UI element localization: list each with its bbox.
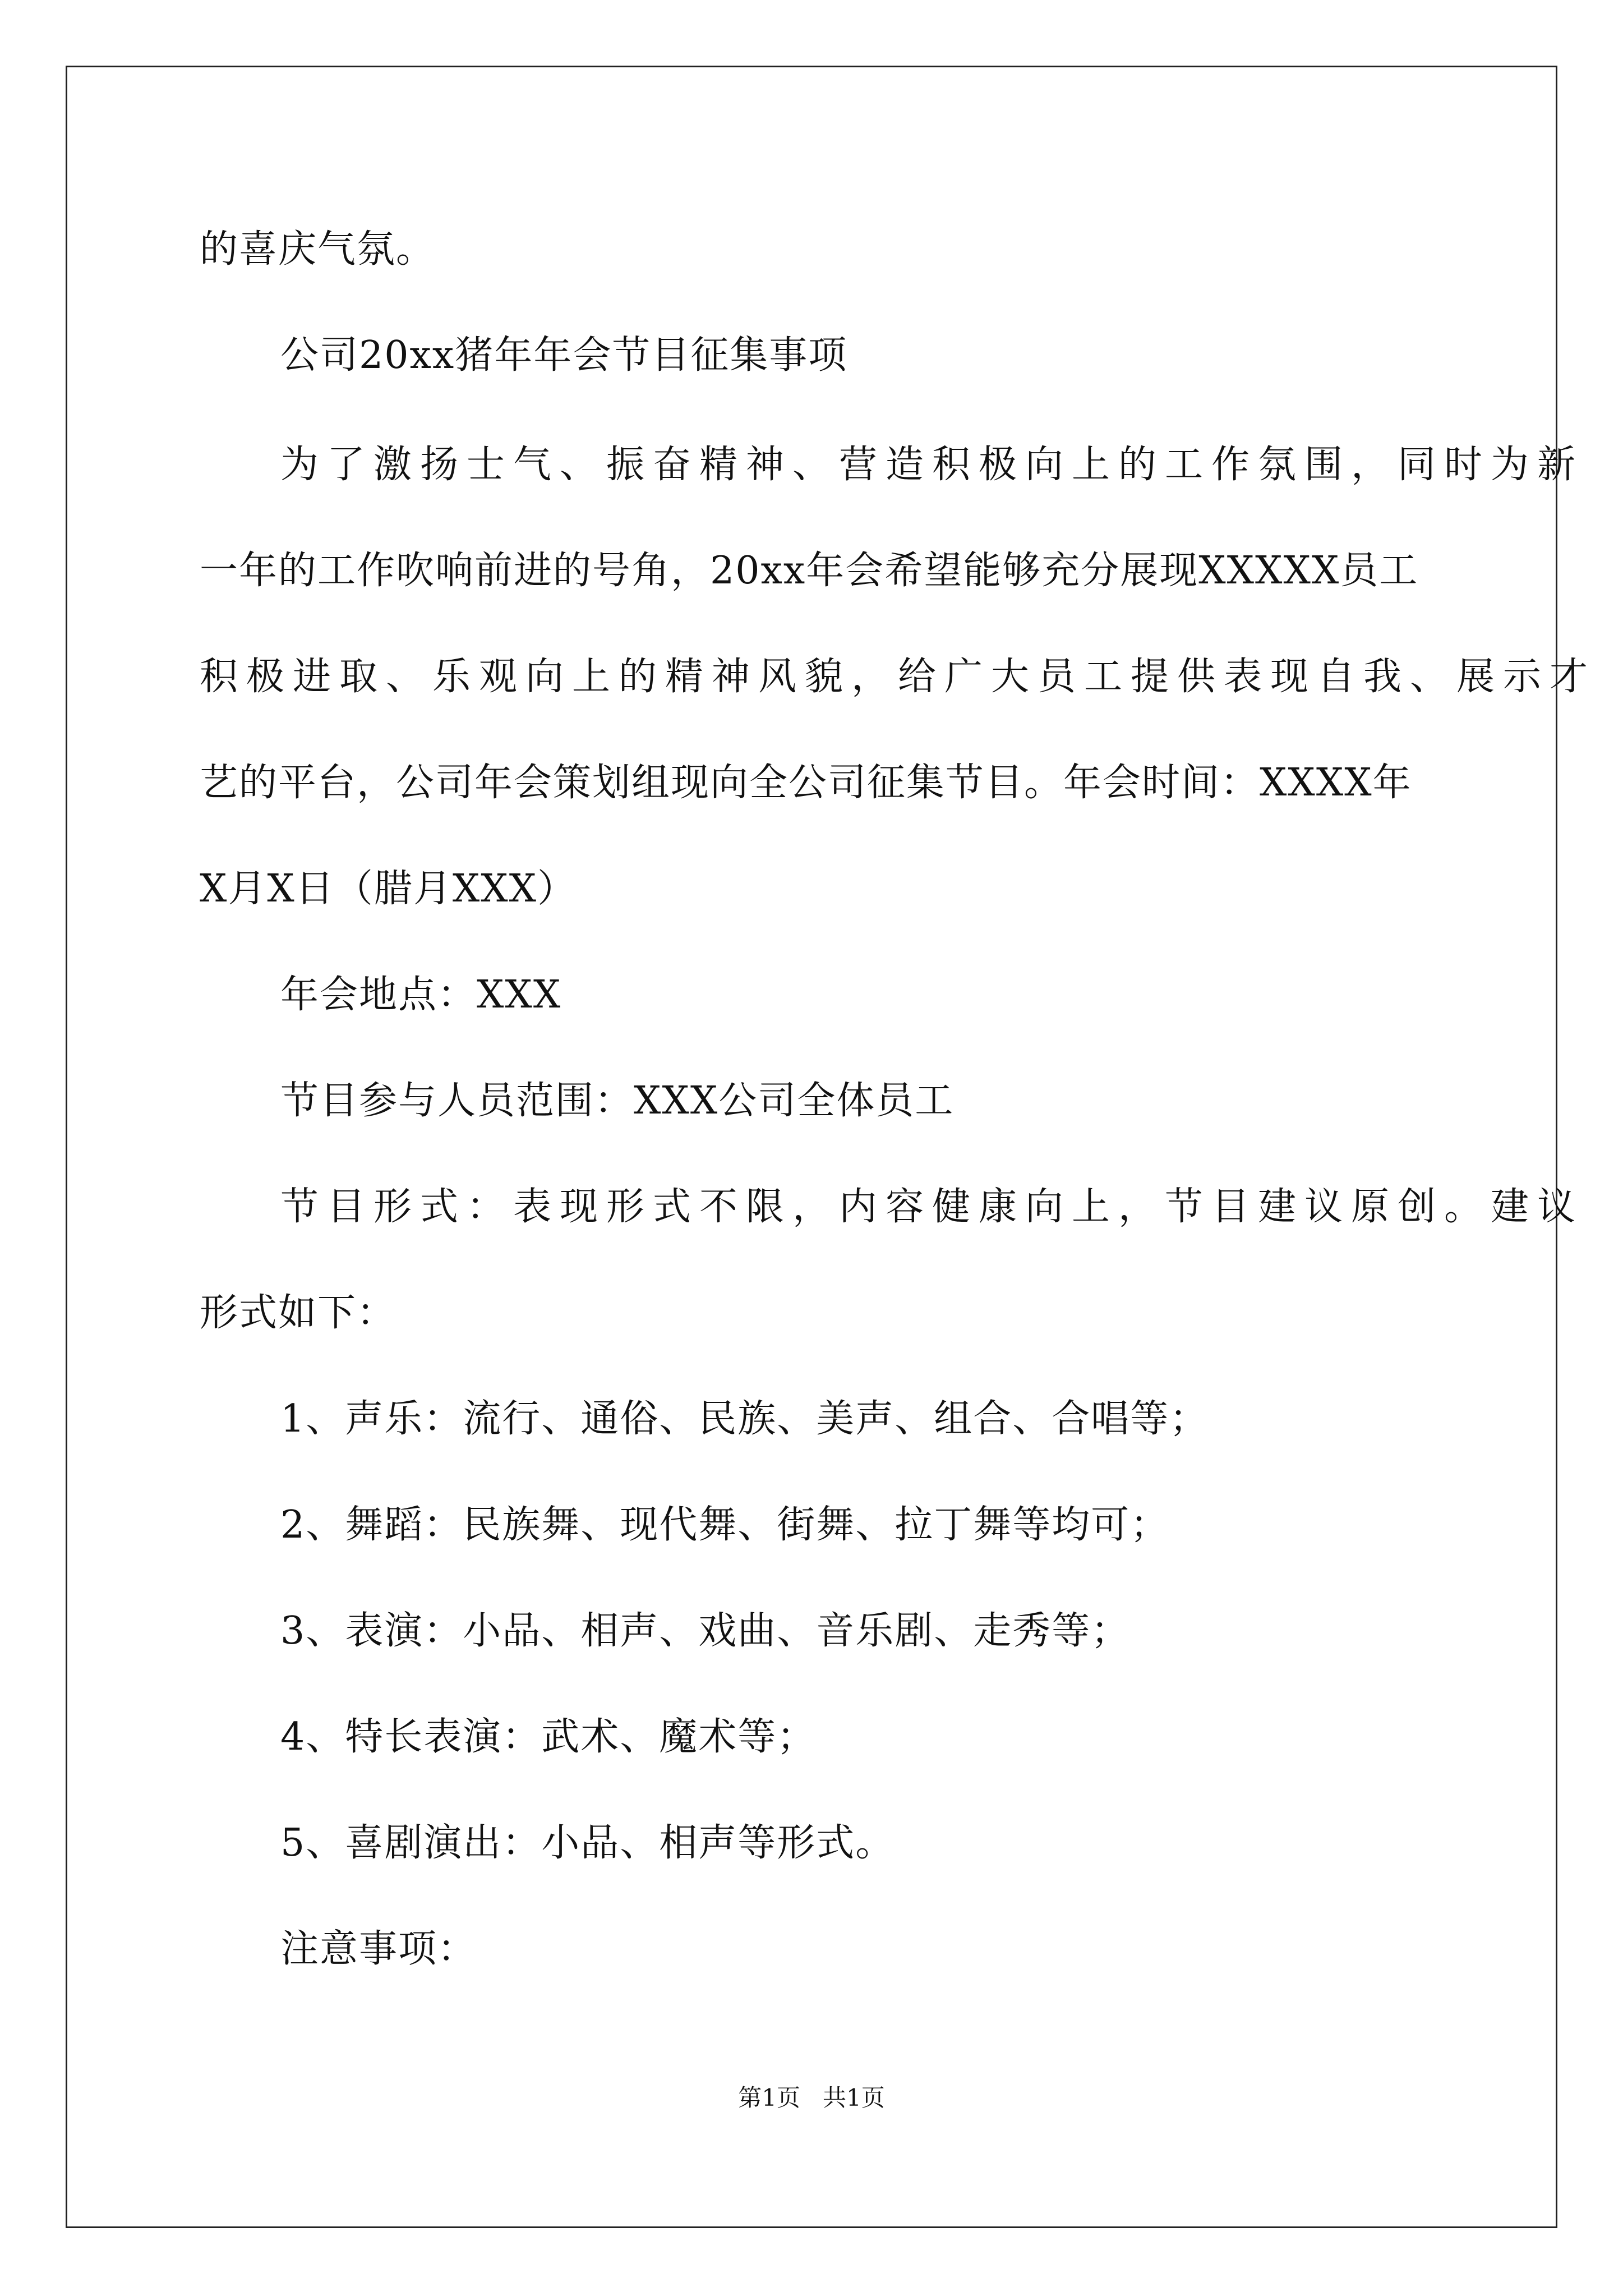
list-item: 2、舞蹈：民族舞、现代舞、街舞、拉丁舞等均可； (280, 1503, 1170, 1547)
paragraph-line: 形式如下： (200, 1291, 396, 1335)
list-item: 5、喜剧演出：小品、相声等形式。 (280, 1821, 895, 1865)
paragraph-line: 年会地点：XXX (280, 973, 562, 1017)
section-title: 公司20xx猪年年会节目征集事项 (280, 333, 848, 378)
paragraph-line: 积极进取、乐观向上的精神风貌，给广大员工提供表现自我、展示才 (200, 655, 1597, 699)
paragraph-line: 注意事项： (280, 1927, 477, 1971)
paragraph-line: 一年的工作吹响前进的号角，20xx年会希望能够充分展现XXXXX员工 (200, 549, 1419, 593)
page-number: 第1页 共1页 (738, 2084, 885, 2111)
list-item: 4、特长表演：武术、魔术等； (280, 1715, 817, 1759)
paragraph-line: 节目形式：表现形式不限，内容健康向上，节目建议原创。建议 (280, 1185, 1584, 1229)
list-item: 3、表演：小品、相声、戏曲、音乐剧、走秀等； (280, 1609, 1131, 1653)
paragraph-line: X月X日（腊月XXX） (200, 867, 577, 911)
paragraph-line: 艺的平台，公司年会策划组现向全公司征集节目。年会时间：XXXX年 (200, 761, 1412, 805)
paragraph-line: 为了激扬士气、振奋精神、营造积极向上的工作氛围，同时为新 (280, 443, 1584, 487)
page-border (66, 66, 1557, 2228)
paragraph-line: 的喜庆气氛。 (200, 227, 436, 272)
paragraph-line: 节目参与人员范围：XXX公司全体员工 (280, 1079, 955, 1123)
list-item: 1、声乐：流行、通俗、民族、美声、组合、合唱等； (280, 1397, 1209, 1441)
